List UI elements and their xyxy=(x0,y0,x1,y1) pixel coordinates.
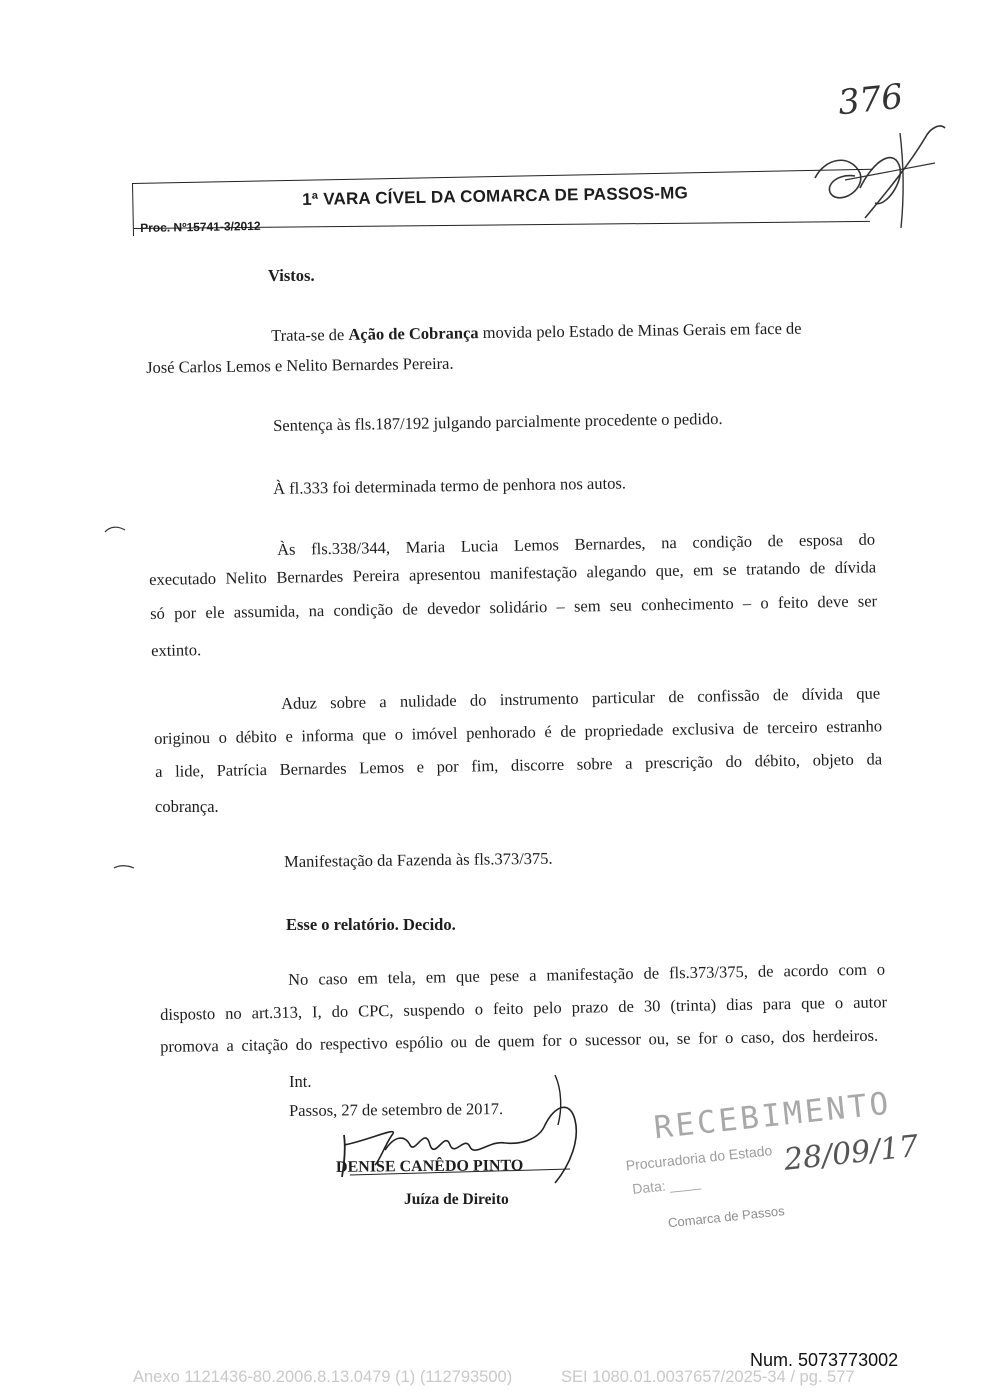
paragraph-1-text-end: movida pelo Estado de Minas Gerais em face de xyxy=(478,318,802,343)
paragraph-4-line-1: Às fls.338/344, Maria Lucia Lemos Bernardes, na condição de esposa do xyxy=(277,529,876,559)
court-title: 1ª VARA CÍVEL DA COMARCA DE PASSOS-MG xyxy=(302,183,689,209)
receipt-stamp xyxy=(618,1080,921,1259)
document-number: Num. 5073773002 xyxy=(750,1350,899,1370)
margin-mark xyxy=(104,524,126,534)
paragraph-7: Esse o relatório. Decido. xyxy=(286,915,456,934)
process-number: Proc. Nº15741-3/2012 xyxy=(140,218,261,235)
paragraph-8-line-1: No caso em tela, em que pese a manifestação de fls.373/375, de acordo com o xyxy=(288,959,886,989)
paragraph-6: Manifestação da Fazenda às fls.373/375. xyxy=(284,848,553,871)
paragraph-5-line-3: a lide, Patrícia Bernardes Lemos e por fim, discorre sobre a prescrição do débito, objeto da xyxy=(155,749,883,781)
stamp-date-label: Data: ____ xyxy=(631,1173,702,1197)
paragraph-1-text: Trata-se de xyxy=(271,324,349,345)
sei-reference: SEI 1080.01.0037657/2025-34 / pg. 577 xyxy=(561,1368,855,1386)
paragraph-8-line-3: promova a citação do respectivo espólio ou de quem for o sucessor ou, se for o caso, dos herdeiros. xyxy=(160,1025,879,1056)
stamp-title: RECEBIMENTO xyxy=(652,1085,894,1147)
signer-name: DENISE CANÊDO PINTO xyxy=(335,1157,524,1176)
paragraph-3: À fl.333 foi determinada termo de penhora nos autos. xyxy=(273,473,627,498)
paragraph-2: Sentença às fls.187/192 julgando parcialmente procedente o pedido. xyxy=(273,408,723,435)
stamp-office: Procuradoria do Estado xyxy=(625,1142,773,1174)
paragraph-4-line-3: só por ele assumida, na condição de devedor solidário – sem seu conhecimento – o feito deve ser xyxy=(150,591,878,623)
handwritten-folio-number: 376 xyxy=(836,76,905,124)
paragraph-5-line-4: cobrança. xyxy=(155,797,219,816)
margin-mark xyxy=(113,862,135,872)
paragraph-8-line-2: disposto no art.313, I, do CPC, suspendo o feito pelo prazo de 30 (trinta) dias para que o autor xyxy=(160,992,888,1024)
action-type: Ação de Cobrança xyxy=(348,323,479,344)
paragraph-1-line-2: José Carlos Lemos e Nelito Bernardes Pereira. xyxy=(146,353,454,377)
annex-reference: Anexo 1121436-80.2006.8.13.0479 (1) (112793500) xyxy=(133,1368,513,1386)
paragraph-5-line-2: originou o débito e informa que o imóvel penhorado é de propriedade exclusiva de terceiro estranho xyxy=(154,716,883,748)
stamp-handwritten-date: 28/09/17 xyxy=(782,1128,921,1178)
paragraph-4-line-4: extinto. xyxy=(151,640,202,660)
int-line: Int. xyxy=(289,1072,312,1091)
paragraph-5-line-1: Aduz sobre a nulidade do instrumento particular de confissão de dívida que xyxy=(281,683,881,713)
vistos-heading: Vistos. xyxy=(268,266,315,285)
paragraph-1-line-1 xyxy=(271,319,802,346)
stamp-footer: Comarca de Passos xyxy=(667,1203,786,1231)
paragraph-4-line-2: executado Nelito Bernardes Pereira apresentou manifestação alegando que, em se tratando de dívida xyxy=(149,557,877,589)
place-and-date: Passos, 27 de setembro de 2017. xyxy=(289,1099,504,1120)
signer-role: Juíza de Direito xyxy=(404,1191,509,1208)
